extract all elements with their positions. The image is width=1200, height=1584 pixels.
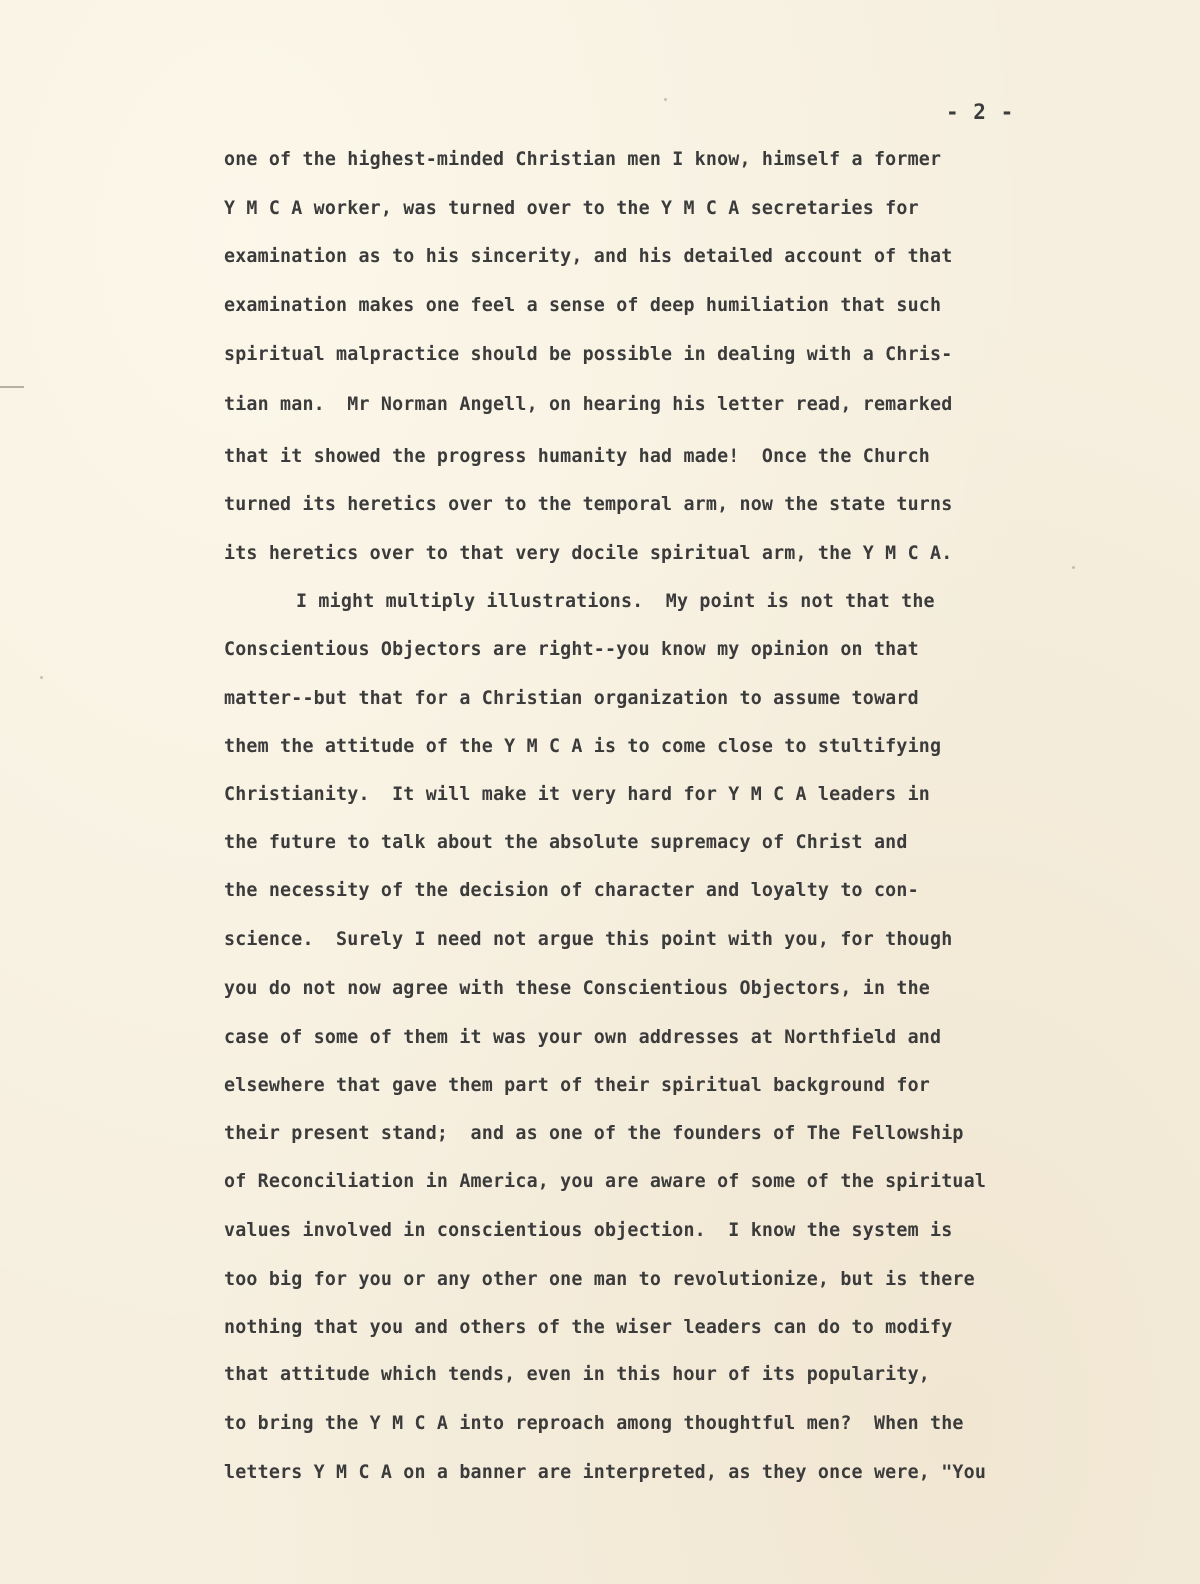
paper-speck [664, 98, 667, 101]
text-line: case of some of them it was your own addresses at Northfield and [224, 1027, 942, 1048]
text-line: Conscientious Objectors are right--you know my opinion on that [224, 639, 919, 660]
text-line: Christianity. It will make it very hard for Y M C A leaders in [224, 784, 930, 805]
text-line: one of the highest-minded Christian men I know, himself a former [224, 149, 942, 170]
text-line: the future to talk about the absolute supremacy of Christ and [224, 832, 908, 853]
text-line: its heretics over to that very docile spiritual arm, the Y M C A. [224, 543, 953, 564]
text-line: nothing that you and others of the wiser leaders can do to modify [224, 1317, 953, 1338]
text-line: tian man. Mr Norman Angell, on hearing his letter read, remarked [224, 394, 953, 415]
text-line: spiritual malpractice should be possible in dealing with a Chris- [224, 344, 953, 365]
text-line: of Reconciliation in America, you are aware of some of the spiritual [224, 1171, 987, 1192]
letter-body [0, 145, 1200, 1545]
text-line: them the attitude of the Y M C A is to come close to stultifying [224, 736, 942, 757]
text-line: too big for you or any other one man to revolutionize, but is there [224, 1269, 975, 1290]
text-line: that it showed the progress humanity had made! Once the Church [224, 446, 930, 467]
text-line: to bring the Y M C A into reproach among thoughtful men? When the [224, 1413, 964, 1434]
text-line: the necessity of the decision of character and loyalty to con- [224, 880, 919, 901]
text-line: values involved in conscientious objection. I know the system is [224, 1220, 953, 1241]
text-line: examination makes one feel a sense of deep humiliation that such [224, 295, 942, 316]
text-line: you do not now agree with these Conscientious Objectors, in the [224, 978, 930, 999]
text-line: elsewhere that gave them part of their spiritual background for [224, 1075, 930, 1096]
page-number: - 2 - [946, 100, 1015, 124]
text-line: letters Y M C A on a banner are interpreted, as they once were, "You [224, 1462, 987, 1483]
text-line: I might multiply illustrations. My point is not that the [296, 591, 935, 612]
text-line: their present stand; and as one of the founders of The Fellowship [224, 1123, 964, 1144]
text-line: Y M C A worker, was turned over to the Y M C A secretaries for [224, 198, 919, 219]
text-line: examination as to his sincerity, and his detailed account of that [224, 246, 953, 267]
text-line: science. Surely I need not argue this point with you, for though [224, 929, 953, 950]
text-line: that attitude which tends, even in this hour of its popularity, [224, 1364, 930, 1385]
text-line: matter--but that for a Christian organization to assume toward [224, 688, 919, 709]
text-line: turned its heretics over to the temporal arm, now the state turns [224, 494, 953, 515]
